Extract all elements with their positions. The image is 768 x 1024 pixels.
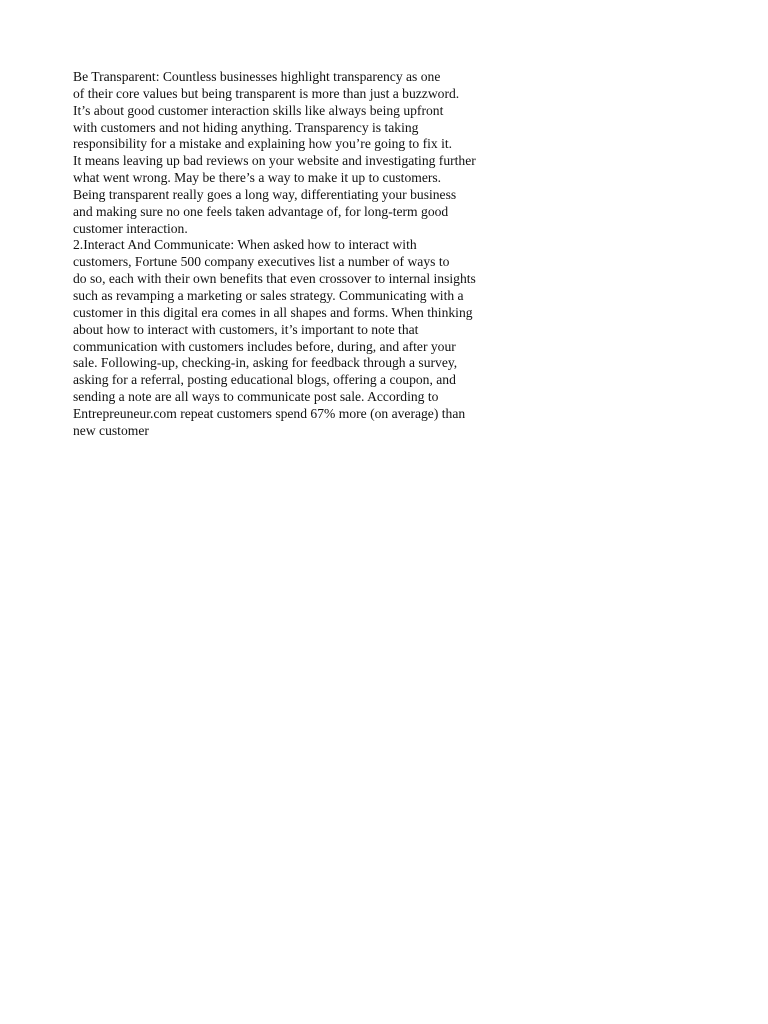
text-line: do so, each with their own benefits that even crossover to internal insights: [73, 271, 476, 287]
text-line: It’s about good customer interaction skills like always being upfront: [73, 102, 444, 118]
text-line: such as revamping a marketing or sales strategy. Communicating with a: [73, 287, 464, 303]
text-line: Entrepreuneur.com repeat customers spend 67% more (on average) than: [73, 405, 466, 421]
text-line: about how to interact with customers, it’s important to note that: [73, 321, 419, 337]
text-line: new customer: [73, 422, 149, 438]
text-line: with customers and not hiding anything. Transparency is taking: [73, 119, 419, 135]
text-line: what went wrong. May be there’s a way to make it up to customers.: [73, 170, 442, 186]
text-line: customers, Fortune 500 company executives list a number of ways to: [73, 254, 450, 270]
text-line: communication with customers includes before, during, and after your: [73, 338, 456, 354]
text-line: asking for a referral, posting educational blogs, offering a coupon, and: [73, 372, 456, 388]
text-line: and making sure no one feels taken advantage of, for long-term good: [73, 203, 449, 219]
text-line: Be Transparent: Countless businesses highlight transparency as one: [73, 69, 441, 84]
text-line: sale. Following-up, checking-in, asking for feedback through a survey,: [73, 355, 458, 371]
text-line: customer in this digital era comes in all shapes and forms. When thinking: [73, 304, 473, 320]
text-line: responsibility for a mistake and explaining how you’re going to fix it.: [73, 136, 453, 152]
text-line: It means leaving up bad reviews on your website and investigating further: [73, 153, 476, 169]
body-text: [73, 69, 553, 440]
text-line: of their core values but being transparent is more than just a buzzword.: [73, 85, 460, 101]
text-line: Being transparent really goes a long way, differentiating your business: [73, 186, 457, 202]
text-line: sending a note are all ways to communicate post sale. According to: [73, 389, 439, 405]
section-heading-line: 2.Interact And Communicate: When asked how to interact with: [73, 237, 417, 253]
text-line: customer interaction.: [73, 220, 188, 236]
